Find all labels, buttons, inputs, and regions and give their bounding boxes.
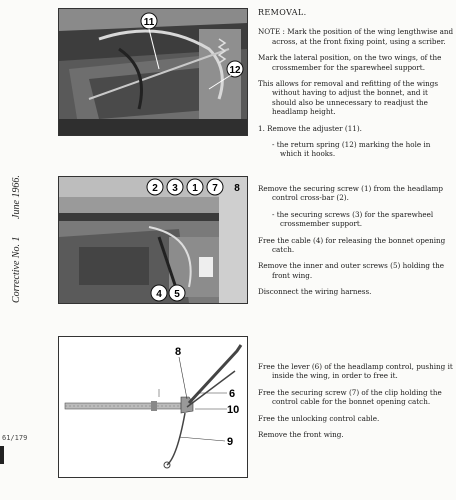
step-return-spring: - the return spring (12) marking the hole in which it hooks.	[272, 140, 431, 159]
callout-2: 2	[152, 183, 158, 194]
step-remove-adjuster: 1. Remove the adjuster (11).	[258, 123, 362, 133]
callout-4: 4	[156, 289, 162, 300]
paragraph-sparewheel-screws: - the securing screws (3) for the sparewheel crossmember support.	[272, 209, 434, 229]
paragraph-inner-outer-screws: Remove the inner and outer screws (5) holding the front wing.	[258, 261, 445, 280]
photo-adjuster-image	[59, 9, 247, 135]
issue-date: June 1966.	[11, 175, 22, 219]
photo-wing-fixings	[58, 176, 248, 304]
photo-adjuster	[58, 8, 248, 136]
paragraph-wiring: Disconnect the wiring harness.	[258, 287, 372, 297]
callout-10: 10	[227, 404, 240, 416]
callout-7: 7	[212, 183, 218, 194]
paragraph-securing-screw: Remove the securing screw (1) from the headlamp control cross-bar (2).	[258, 184, 443, 203]
paragraph-mark-lateral: Mark the lateral position, on the two wings, of the crossmember for the sparewheel support.	[258, 53, 442, 72]
callout-8: 8	[234, 183, 240, 194]
paragraph-unlocking-cable: Free the unlocking control cable.	[258, 413, 380, 423]
paragraph-free-cable: Free the cable (4) for releasing the bonnet opening catch.	[258, 235, 446, 255]
note-text: NOTE : Mark the position of the wing lengthwise and across, at the front fixing point, using a scriber.	[258, 27, 454, 46]
callout-12: 12	[229, 65, 241, 76]
paragraph-free-lever: Free the lever (6) of the headlamp control, pushing it inside the wing, in order to free it.	[258, 362, 453, 381]
photo-wing-fixings-image	[59, 177, 247, 303]
callout-11: 11	[143, 17, 155, 28]
callout-3: 3	[172, 183, 178, 194]
diagram-headlamp-control-image	[59, 337, 247, 477]
section-lever	[258, 362, 454, 446]
paragraph-remove-wing: Remove the front wing.	[258, 430, 344, 440]
diagram-headlamp-control	[58, 336, 248, 478]
callout-5: 5	[174, 289, 180, 300]
section-removal	[258, 8, 454, 166]
paragraph-allows-removal: This allows for removal and refitting of the wings without having to adjust the bonnet, and it should also be unnecessary to readjust the headlamp height.	[258, 79, 439, 117]
section-title-removal: REMOVAL.	[258, 8, 307, 17]
paragraph-clip-screw: Free the securing screw (7) of the clip holding the control cable for the bonnet opening catch.	[258, 387, 442, 407]
callout-9: 9	[227, 436, 234, 448]
section-fixings	[258, 184, 454, 304]
callout-1: 1	[192, 183, 198, 194]
side-margin	[6, 175, 34, 305]
callout-8-diagram: 8	[175, 346, 182, 358]
callout-6: 6	[229, 388, 236, 400]
page-edge-bar	[0, 446, 4, 464]
page-mark: 61/179	[2, 434, 28, 442]
corrective-title: Corrective No. 1	[11, 236, 22, 303]
